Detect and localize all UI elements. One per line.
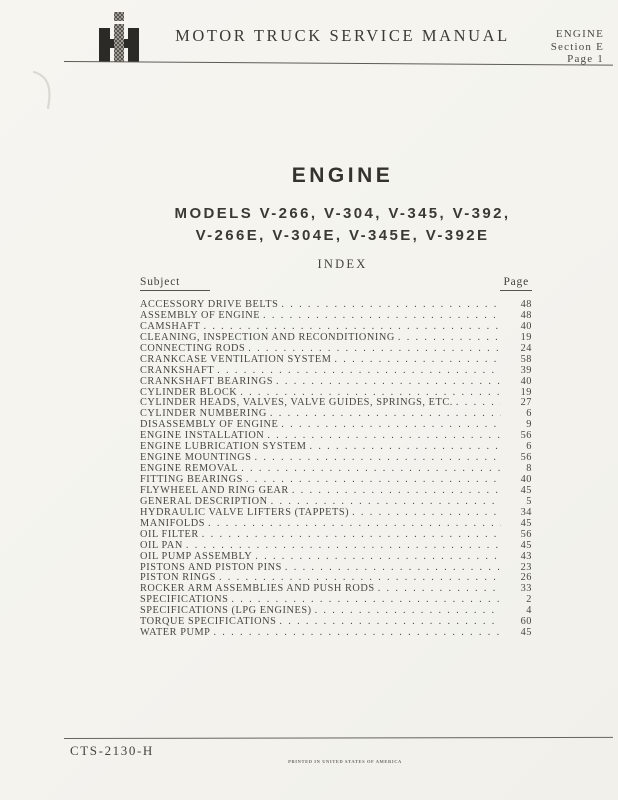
printed-note: PRINTED IN UNITED STATES OF AMERICA xyxy=(288,759,402,764)
dot-leader xyxy=(263,311,501,322)
dot-leader xyxy=(270,409,501,420)
index-subject: MANIFOLDS xyxy=(140,517,206,529)
dot-leader xyxy=(378,584,501,595)
index-page-number: 48 xyxy=(520,309,532,321)
dot-leader xyxy=(334,355,501,366)
index-page-number: 24 xyxy=(520,342,532,354)
index-list xyxy=(140,300,532,639)
index-subject: CRANKCASE VENTILATION SYSTEM xyxy=(140,353,332,365)
index-subject: CLEANING, INSPECTION AND RECONDITIONING xyxy=(140,331,395,343)
index-table xyxy=(140,276,532,639)
page-title: ENGINE xyxy=(291,164,394,187)
dot-leader xyxy=(276,377,501,388)
index-subject: ASSEMBLY OF ENGINE xyxy=(140,309,261,321)
dot-leader xyxy=(254,453,501,464)
index-page-number: 43 xyxy=(520,550,532,562)
models-line-2: V-266E, V-304E, V-345E, V-392E xyxy=(195,227,490,244)
index-page-number: 23 xyxy=(520,561,532,573)
index-subject: PISTON RINGS xyxy=(140,572,216,584)
index-subject: WATER PUMP xyxy=(140,627,211,639)
header-rule xyxy=(64,61,613,66)
dot-leader xyxy=(309,442,501,453)
dot-leader xyxy=(285,563,501,574)
index-page-number: 6 xyxy=(526,408,532,420)
index-page-number: 40 xyxy=(520,474,532,485)
index-row xyxy=(140,366,532,377)
dot-leader xyxy=(217,366,501,377)
dot-leader xyxy=(281,300,501,311)
index-subject: CRANKSHAFT BEARINGS xyxy=(140,375,273,387)
index-subject: ENGINE LUBRICATION SYSTEM xyxy=(140,441,307,453)
index-page-number: 56 xyxy=(520,430,532,442)
index-subject: DISASSEMBLY OF ENGINE xyxy=(140,419,279,431)
index-row xyxy=(140,552,532,563)
index-subject: FITTING BEARINGS xyxy=(140,474,243,485)
index-subject: ENGINE INSTALLATION xyxy=(140,430,265,442)
index-page-number: 39 xyxy=(520,364,532,376)
index-subject: CONNECTING RODS xyxy=(140,342,246,354)
index-page-number: 40 xyxy=(520,375,532,387)
index-subject: CYLINDER NUMBERING xyxy=(140,408,267,420)
index-page-number: 5 xyxy=(526,495,532,507)
index-subject: ENGINE REMOVAL xyxy=(140,463,239,475)
dot-leader xyxy=(213,628,501,639)
index-subject: FLYWHEEL AND RING GEAR xyxy=(140,484,289,496)
index-row xyxy=(140,355,532,366)
section-id: Section E xyxy=(550,40,604,53)
dot-leader xyxy=(352,508,501,519)
index-page-number: 56 xyxy=(520,452,532,464)
index-page-number: 40 xyxy=(520,320,532,332)
index-row xyxy=(140,530,532,541)
index-page-number: 8 xyxy=(526,463,532,475)
index-subject: GENERAL DESCRIPTION xyxy=(140,495,268,507)
page-column-header: Page xyxy=(500,276,532,291)
index-subject: SPECIFICATIONS (LPG ENGINES) xyxy=(140,605,312,617)
index-heading: INDEX xyxy=(317,257,368,271)
index-page-number: 45 xyxy=(520,539,532,551)
index-page-number: 58 xyxy=(520,353,532,365)
footer-rule xyxy=(64,737,613,739)
manual-title: MOTOR TRUCK SERVICE MANUAL xyxy=(175,26,510,45)
dot-leader xyxy=(315,606,501,617)
dot-leader xyxy=(202,530,501,541)
index-subject: TORQUE SPECIFICATIONS xyxy=(140,616,277,628)
section-page-label: Page 1 xyxy=(567,53,604,65)
dot-leader xyxy=(281,420,501,431)
index-page-number: 27 xyxy=(520,397,532,409)
index-subject: ENGINE MOUNTINGS xyxy=(140,452,252,464)
subject-column-header: Subject xyxy=(140,276,210,291)
section-block xyxy=(551,28,604,66)
index-row xyxy=(140,541,532,552)
index-subject: SPECIFICATIONS xyxy=(140,594,229,606)
index-page-number: 6 xyxy=(526,441,532,453)
index-page-number: 4 xyxy=(526,605,532,617)
document-number: CTS-2130-H xyxy=(70,743,154,758)
index-subject: OIL FILTER xyxy=(140,528,199,540)
index-page-number: 45 xyxy=(520,517,532,529)
dot-leader xyxy=(456,398,501,409)
index-subject: ROCKER ARM ASSEMBLIES AND PUSH RODS xyxy=(140,583,375,595)
index-subject: CRANKSHAFT xyxy=(140,364,215,376)
index-page-number: 19 xyxy=(520,331,532,343)
index-subject: OIL PUMP ASSEMBLY xyxy=(140,550,253,562)
section-name: ENGINE xyxy=(555,28,604,40)
dot-leader xyxy=(241,464,501,475)
index-row xyxy=(140,628,532,639)
index-page-number: 2 xyxy=(526,594,532,606)
index-page-number: 26 xyxy=(520,572,532,584)
index-page-number: 56 xyxy=(520,528,532,540)
index-subject: PISTONS AND PISTON PINS xyxy=(140,561,282,573)
dot-leader xyxy=(186,541,501,552)
index-page-number: 60 xyxy=(520,616,532,628)
dot-leader xyxy=(292,486,501,497)
index-row xyxy=(140,519,532,530)
index-subject: HYDRAULIC VALVE LIFTERS (TAPPETS) xyxy=(140,506,350,518)
index-subject: CYLINDER BLOCK xyxy=(140,386,238,398)
index-page-number: 19 xyxy=(520,386,532,398)
index-page-number: 45 xyxy=(520,627,532,639)
dot-leader xyxy=(208,519,501,530)
index-page-number: 48 xyxy=(520,299,532,310)
index-page-number: 34 xyxy=(520,506,532,518)
index-row xyxy=(140,377,532,388)
index-header-row xyxy=(140,276,532,291)
index-subject: CYLINDER HEADS, VALVES, VALVE GUIDES, SPRINGS, ETC. xyxy=(140,397,453,409)
models-line-1: MODELS V-266, V-304, V-345, V-392, xyxy=(174,205,511,222)
index-page-number: 9 xyxy=(526,419,532,431)
dot-leader xyxy=(279,617,501,628)
index-page-number: 33 xyxy=(520,583,532,595)
dot-leader xyxy=(255,552,501,563)
index-subject: ACCESSORY DRIVE BELTS xyxy=(140,299,279,310)
index-page-number: 45 xyxy=(520,484,532,496)
scan-artifact-curve xyxy=(26,68,60,112)
dot-leader xyxy=(398,333,501,344)
index-subject: OIL PAN xyxy=(140,539,183,551)
index-subject: CAMSHAFT xyxy=(140,320,201,332)
